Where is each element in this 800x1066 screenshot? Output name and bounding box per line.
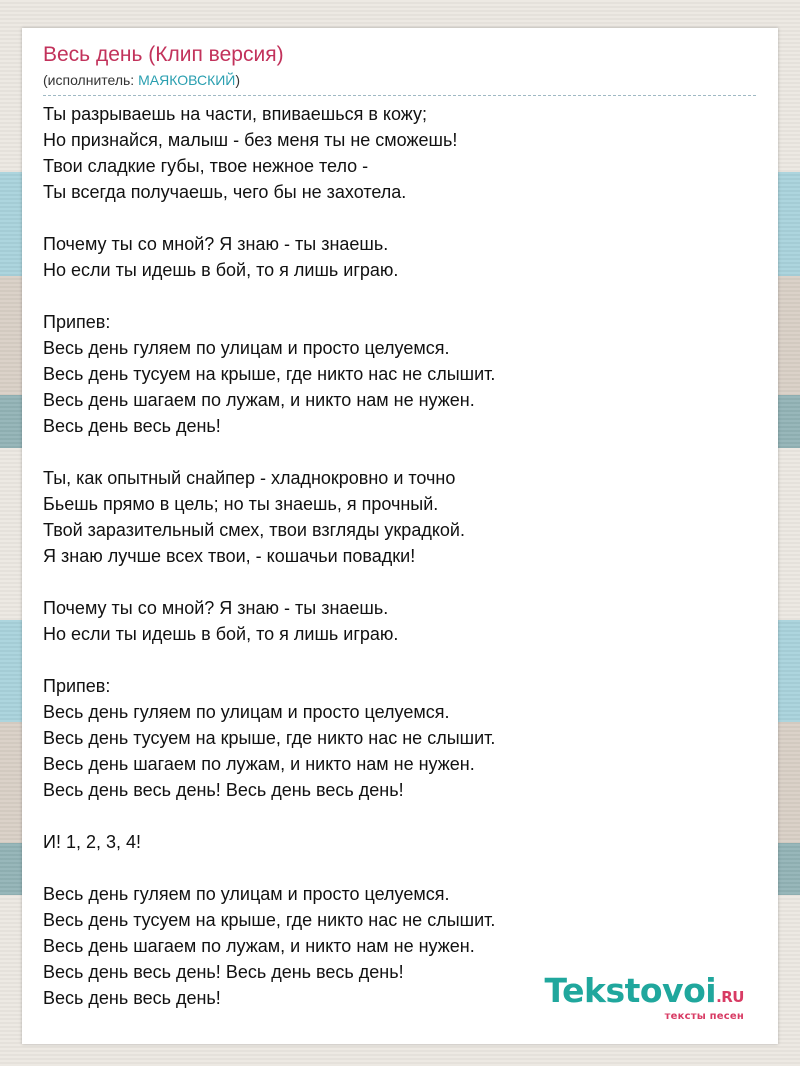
artist-suffix: ) <box>235 72 241 88</box>
song-title: Весь день (Клип версия) <box>43 43 284 66</box>
lyric-line: Но если ты идешь в бой, то я лишь играю. <box>43 260 399 280</box>
lyric-line: Весь день тусуем на крыше, где никто нас не слышит. <box>43 728 496 748</box>
lyric-line: Твой заразительный смех, твои взгляды украдкой. <box>43 520 465 540</box>
lyric-line: Весь день гуляем по улицам и просто целуемся. <box>43 884 450 904</box>
lyric-line: Припев: <box>43 312 111 332</box>
lyric-line: Почему ты со мной? Я знаю - ты знаешь. <box>43 234 389 254</box>
artist-line <box>43 71 756 96</box>
logo-main-text: Tekstovoi <box>544 971 717 1010</box>
stanza-gap <box>43 647 756 673</box>
lyric-line: Я знаю лучше всех твои, - кошачьи повадки! <box>43 546 416 566</box>
lyric-line: Весь день весь день! <box>43 988 221 1008</box>
stanza-gap <box>43 803 756 829</box>
lyric-line: И! 1, 2, 3, 4! <box>43 832 141 852</box>
lyric-line: Ты разрываешь на части, впиваешься в кожу; <box>43 104 428 124</box>
artist-link[interactable]: МАЯКОВСКИЙ <box>138 72 236 88</box>
stanza-gap <box>43 569 756 595</box>
lyric-line: Весь день весь день! Весь день весь день! <box>43 962 404 982</box>
lyric-line: Весь день гуляем по улицам и просто целуемся. <box>43 702 450 722</box>
site-logo[interactable] <box>545 973 744 1022</box>
logo-tld: .RU <box>716 988 744 1006</box>
lyric-line: Весь день гуляем по улицам и просто целуемся. <box>43 338 450 358</box>
logo-wordmark <box>545 973 744 1015</box>
stanza-gap <box>43 205 756 231</box>
lyric-line: Твои сладкие губы, твое нежное тело - <box>43 156 369 176</box>
lyric-line: Ты всегда получаешь, чего бы не захотела. <box>43 182 407 202</box>
lyric-line: Весь день тусуем на крыше, где никто нас не слышит. <box>43 910 496 930</box>
lyric-line: Весь день шагаем по лужам, и никто нам не нужен. <box>43 936 475 956</box>
lyric-line: Но если ты идешь в бой, то я лишь играю. <box>43 624 399 644</box>
logo-tagline: тексты песен <box>664 1011 744 1022</box>
stanza-gap <box>43 439 756 465</box>
lyric-line: Но признайся, малыш - без меня ты не сможешь! <box>43 130 458 150</box>
lyrics-card <box>22 28 778 1044</box>
lyric-line: Весь день тусуем на крыше, где никто нас не слышит. <box>43 364 496 384</box>
lyric-line: Ты, как опытный снайпер - хладнокровно и точно <box>43 468 456 488</box>
lyric-line: Бьешь прямо в цель; но ты знаешь, я прочный. <box>43 494 439 514</box>
lyric-line: Припев: <box>43 676 111 696</box>
artist-prefix: (исполнитель: <box>43 72 139 88</box>
lyric-line: Почему ты со мной? Я знаю - ты знаешь. <box>43 598 389 618</box>
lyric-line: Весь день шагаем по лужам, и никто нам не нужен. <box>43 390 475 410</box>
lyric-line: Весь день весь день! <box>43 416 221 436</box>
stanza-gap <box>43 855 756 881</box>
lyric-line: Весь день весь день! Весь день весь день! <box>43 780 404 800</box>
stanza-gap <box>43 283 756 309</box>
lyrics-text <box>43 101 756 1011</box>
lyric-line: Весь день шагаем по лужам, и никто нам не нужен. <box>43 754 475 774</box>
